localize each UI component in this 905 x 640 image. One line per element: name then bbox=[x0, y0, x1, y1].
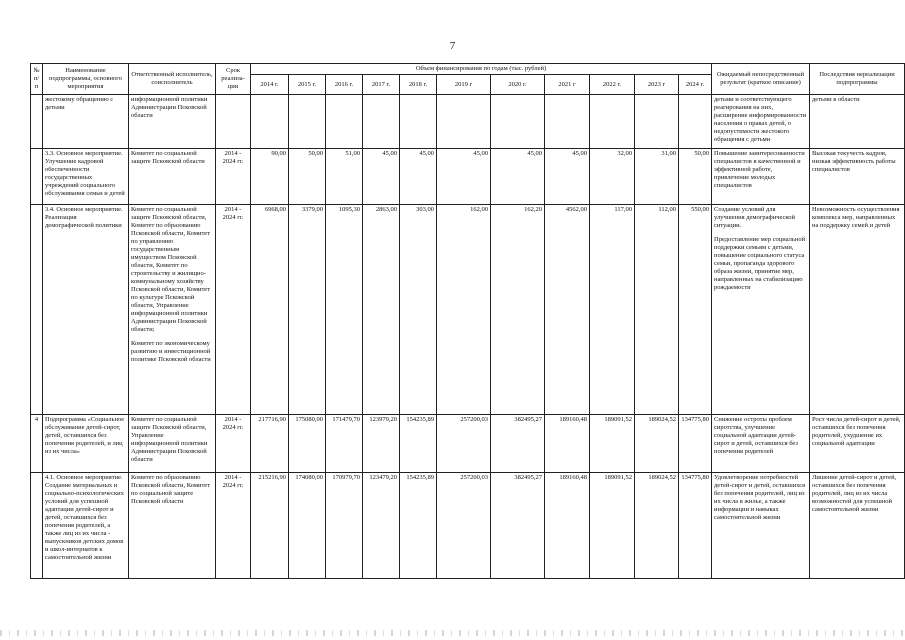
funding-value: 45,00 bbox=[437, 149, 491, 205]
program-table-container bbox=[30, 63, 901, 579]
row-responsible bbox=[129, 415, 216, 473]
result-paragraph: детьми и соответствующего реагирования на них, расширение информированности населения о правах детей, о недопустимости жестокого обращения с детьми bbox=[714, 96, 807, 143]
responsible-paragraph: информационной политики Администрации Псковской области bbox=[131, 96, 208, 119]
funding-value: 45,00 bbox=[491, 149, 545, 205]
funding-value bbox=[251, 95, 289, 149]
funding-value: 51,00 bbox=[326, 149, 363, 205]
funding-value: 257200,03 bbox=[437, 415, 491, 473]
responsible-paragraph: Комитет по социальной защите Псковской области, Комитет по образованию Псковской области, Комитет по управлению государственным имуществом Псковской области, Комитет по строительству и жилищно-коммунальному хозяйству Псковской области, Комитет по культуре Псковской области, Управление информационной политики Администрации Псковской области; bbox=[131, 206, 211, 333]
funding-value: 45,00 bbox=[363, 149, 400, 205]
funding-value: 50,00 bbox=[289, 149, 326, 205]
row-term bbox=[216, 95, 251, 149]
row-consequence: детьми в области bbox=[810, 95, 905, 149]
funding-value: 2863,00 bbox=[363, 205, 400, 415]
funding-value: 550,00 bbox=[679, 205, 712, 415]
row-name: 4.1. Основное мероприятие. Создание материальных и социально-психологических условий для успешной адаптации детей-сирот и детей, оставшихся без попечения родителей, а также лиц из их числа - выпускников детских домов и школ-интернатов к самостоятельной жизни bbox=[43, 473, 129, 579]
scan-edge-artifact bbox=[0, 630, 905, 636]
funding-value: 382495,27 bbox=[491, 415, 545, 473]
funding-value: 382495,27 bbox=[491, 473, 545, 579]
page-number: 7 bbox=[449, 40, 456, 52]
funding-value: 1095,30 bbox=[326, 205, 363, 415]
funding-value: 6968,00 bbox=[251, 205, 289, 415]
result-paragraph: Удовлетворение потребностей детей-сирот и детей, оставшихся без попечения родителей, лиц из их числа в жилье, а также информации и навыках самостоятельной жизни bbox=[714, 474, 806, 521]
row-term: 2014 - 2024 гг. bbox=[216, 473, 251, 579]
funding-value: 174080,00 bbox=[289, 473, 326, 579]
funding-value: 215216,90 bbox=[251, 473, 289, 579]
funding-value: 31,00 bbox=[635, 149, 679, 205]
row-result bbox=[712, 415, 810, 473]
table-row bbox=[31, 95, 905, 149]
funding-value bbox=[491, 95, 545, 149]
funding-value: 134775,80 bbox=[679, 473, 712, 579]
funding-value bbox=[545, 95, 590, 149]
responsible-paragraph: Комитет по образованию Псковской области, Комитет по социальной защите Псковской области bbox=[131, 474, 211, 505]
row-responsible bbox=[129, 149, 216, 205]
responsible-paragraph: Комитет по экономическому развитию и инвестиционной политике Псковской области bbox=[131, 340, 211, 363]
row-result bbox=[712, 149, 810, 205]
header-name: Наименование подпрограммы, основного мероприятия bbox=[43, 64, 129, 95]
funding-value: 154235,89 bbox=[400, 415, 437, 473]
funding-value: 45,00 bbox=[400, 149, 437, 205]
row-name: жестокому обращению с детьми bbox=[43, 95, 129, 149]
header-funding: Объем финансирования по годам (тыс. рублей) bbox=[251, 64, 712, 75]
header-year: 2017 г. bbox=[363, 75, 400, 95]
funding-value: 175080,00 bbox=[289, 415, 326, 473]
funding-value: 189024,52 bbox=[635, 473, 679, 579]
funding-value: 90,00 bbox=[251, 149, 289, 205]
row-number bbox=[31, 149, 43, 205]
row-consequence: Рост числа детей-сирот и детей, оставшихся без попечения родителей, ухудшение их социальной адаптации bbox=[810, 415, 905, 473]
table-row bbox=[31, 149, 905, 205]
header-year: 2015 г. bbox=[289, 75, 326, 95]
funding-value: 162,20 bbox=[491, 205, 545, 415]
header-year: 2024 г. bbox=[679, 75, 712, 95]
header-responsible: Ответственный исполнитель, соисполнитель bbox=[129, 64, 216, 95]
row-term: 2014 - 2024 гг. bbox=[216, 415, 251, 473]
row-number: 4 bbox=[31, 415, 43, 473]
funding-value: 189160,48 bbox=[545, 415, 590, 473]
funding-value: 257200,03 bbox=[437, 473, 491, 579]
header-year: 2014 г. bbox=[251, 75, 289, 95]
responsible-paragraph: Комитет по социальной защите Псковской области, Управление информационной политики Администрации Псковской области bbox=[131, 416, 208, 463]
row-consequence: Невозможность осуществления комплекса мер, направленных на поддержку семей и детей bbox=[810, 205, 905, 415]
table-row bbox=[31, 205, 905, 415]
row-result bbox=[712, 205, 810, 415]
program-table bbox=[30, 63, 905, 579]
funding-value: 117,00 bbox=[590, 205, 635, 415]
table-row bbox=[31, 473, 905, 579]
funding-value: 189160,48 bbox=[545, 473, 590, 579]
header-year: 2022 г. bbox=[590, 75, 635, 95]
header-year: 2019 г bbox=[437, 75, 491, 95]
row-number bbox=[31, 205, 43, 415]
funding-value: 189024,52 bbox=[635, 415, 679, 473]
table-row bbox=[31, 415, 905, 473]
row-responsible bbox=[129, 95, 216, 149]
funding-value bbox=[635, 95, 679, 149]
funding-value bbox=[289, 95, 326, 149]
table-header bbox=[31, 64, 905, 95]
header-number: № п/п bbox=[31, 64, 43, 95]
funding-value: 303,00 bbox=[400, 205, 437, 415]
header-year: 2020 г. bbox=[491, 75, 545, 95]
result-paragraph: Снижение остроты проблем сиротства, улучшение социальной адаптации детей-сирот и детей, оставшихся без попечения родителей bbox=[714, 416, 798, 455]
funding-value bbox=[363, 95, 400, 149]
funding-value bbox=[400, 95, 437, 149]
row-number bbox=[31, 95, 43, 149]
row-result bbox=[712, 95, 810, 149]
funding-value: 134775,80 bbox=[679, 415, 712, 473]
responsible-paragraph: Комитет по социальной защите Псковской области bbox=[131, 150, 205, 165]
row-result bbox=[712, 473, 810, 579]
funding-value: 123479,20 bbox=[363, 473, 400, 579]
funding-value: 162,00 bbox=[437, 205, 491, 415]
funding-value: 189091,52 bbox=[590, 415, 635, 473]
row-responsible bbox=[129, 205, 216, 415]
funding-value: 170979,70 bbox=[326, 473, 363, 579]
funding-value bbox=[590, 95, 635, 149]
funding-value: 4562,00 bbox=[545, 205, 590, 415]
header-year: 2018 г. bbox=[400, 75, 437, 95]
funding-value: 154235,89 bbox=[400, 473, 437, 579]
header-consequence: Последствия нереализации подпрограммы bbox=[810, 64, 905, 95]
row-term: 2014 - 2024 гг. bbox=[216, 149, 251, 205]
funding-value: 171479,70 bbox=[326, 415, 363, 473]
row-consequence: Лишение детей-сирот и детей, оставшихся без попечения родителей, лиц из их числа возможностей для успешной самостоятельной жизни bbox=[810, 473, 905, 579]
row-consequence: Высокая текучесть кадров, низкая эффективность работы специалистов bbox=[810, 149, 905, 205]
funding-value: 3379,00 bbox=[289, 205, 326, 415]
header-term: Срок реализа-ции bbox=[216, 64, 251, 95]
header-year: 2016 г. bbox=[326, 75, 363, 95]
row-responsible bbox=[129, 473, 216, 579]
result-paragraph: Повышение заинтересованности специалистов в качественной и эффективной работе, привлечение молодых специалистов bbox=[714, 150, 805, 189]
funding-value: 45,00 bbox=[545, 149, 590, 205]
funding-value: 217716,90 bbox=[251, 415, 289, 473]
funding-value: 32,00 bbox=[590, 149, 635, 205]
funding-value: 123979,20 bbox=[363, 415, 400, 473]
header-result: Ожидаемый непосредственный результат (краткое описание) bbox=[712, 64, 810, 95]
row-name: 3.4. Основное мероприятие. Реализация демографической политики bbox=[43, 205, 129, 415]
funding-value: 50,00 bbox=[679, 149, 712, 205]
funding-value: 189091,52 bbox=[590, 473, 635, 579]
table-body bbox=[31, 95, 905, 579]
funding-value bbox=[326, 95, 363, 149]
funding-value: 112,00 bbox=[635, 205, 679, 415]
row-term: 2014 - 2024 гг. bbox=[216, 205, 251, 415]
row-name: 3.3. Основное мероприятие. Улучшение кадровой обеспеченности государственных учреждений социального обслуживания семьи и детей bbox=[43, 149, 129, 205]
result-paragraph: Предоставление мер социальной поддержки семьям с детьми, повышение социального статуса семьи, пропаганда здорового образа жизни, принятие мер, направленных на стабилизацию рождаемости bbox=[714, 236, 806, 291]
row-name: Подпрограмма «Социальное обслуживание детей-сирот, детей, оставшихся без попечения родителей, и лиц из их числа» bbox=[43, 415, 129, 473]
funding-value bbox=[437, 95, 491, 149]
header-year: 2023 г bbox=[635, 75, 679, 95]
row-number bbox=[31, 473, 43, 579]
result-paragraph: Создание условий для улучшения демографической ситуации. bbox=[714, 206, 795, 229]
funding-value bbox=[679, 95, 712, 149]
header-year: 2021 г bbox=[545, 75, 590, 95]
